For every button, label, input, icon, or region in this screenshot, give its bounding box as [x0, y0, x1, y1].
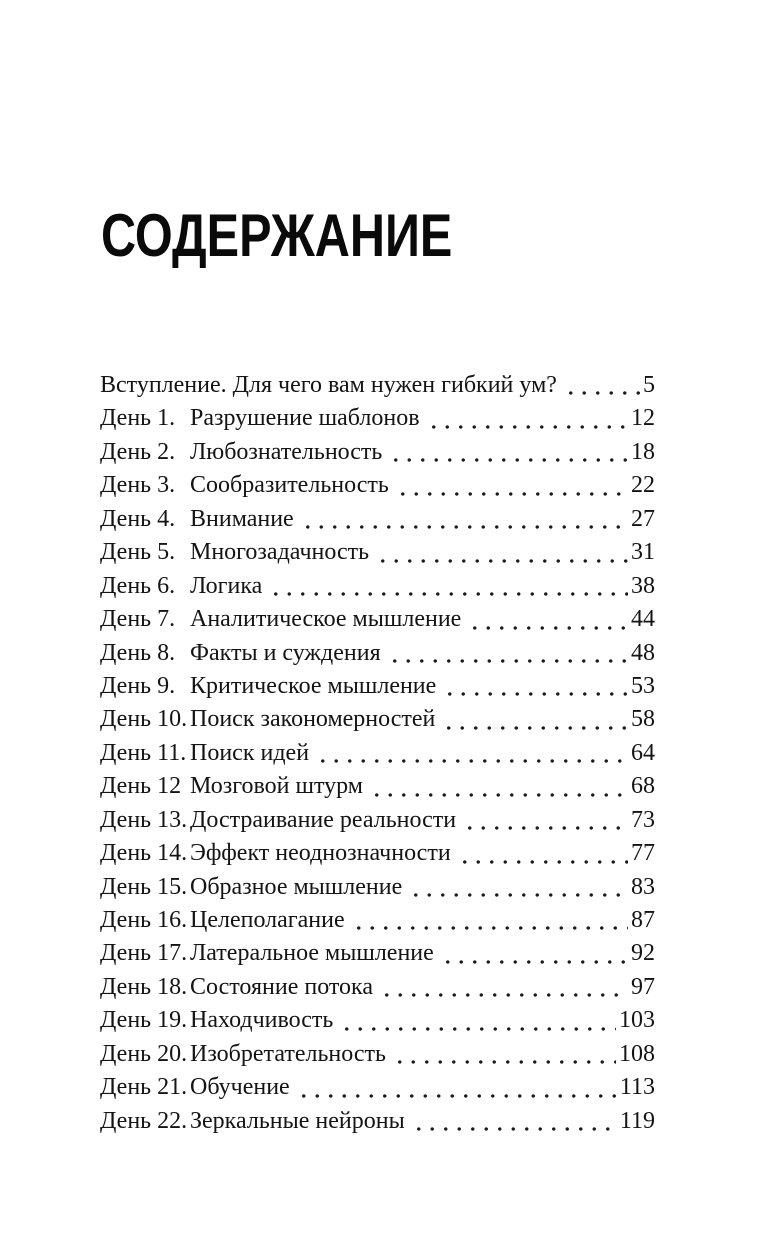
toc-entry-label: День 3. — [100, 472, 176, 499]
toc-entry-label: День 21. — [100, 1074, 188, 1101]
toc-entry-label: День 13. — [100, 806, 188, 833]
toc-entry — [100, 1038, 655, 1071]
toc-entry-page-number: 108 — [619, 1040, 655, 1067]
toc-list — [100, 369, 655, 1138]
toc-entry-title: Состояние потока — [190, 973, 373, 1000]
toc-entry-page-number: 53 — [631, 672, 655, 699]
toc-entry-label: День 12 — [100, 773, 182, 800]
dot-leader — [376, 536, 628, 569]
toc-entry — [100, 770, 655, 803]
toc-entry-label: День 7. — [100, 606, 176, 633]
toc-entry-title: Вступление. Для чего вам нужен гибкий ум? — [100, 372, 557, 398]
toc-entry-page-number: 87 — [631, 907, 655, 933]
toc-entry-title: Достраивание реальности — [190, 806, 457, 833]
toc-entry-title: Целеполагание — [190, 907, 345, 933]
toc-entry-label: День 17. — [100, 940, 188, 967]
toc-entry-label: День 5. — [100, 539, 176, 566]
toc-entry-label: День 9. — [100, 672, 176, 699]
toc-entry-label: День 20. — [100, 1040, 188, 1067]
toc-entry — [100, 971, 655, 1004]
toc-entry — [100, 737, 655, 770]
toc-entry-title: Образное мышление — [190, 873, 403, 900]
toc-entry — [100, 536, 655, 569]
toc-entry-title: Эффект неоднозначности — [190, 840, 451, 867]
toc-entry — [100, 1105, 655, 1138]
toc-entry — [100, 804, 655, 837]
toc-entry-page-number: 119 — [619, 1107, 655, 1134]
toc-entry — [100, 436, 655, 469]
toc-entry-label: День 11. — [100, 739, 187, 766]
dot-leader — [352, 904, 628, 937]
toc-entry-label: День 22. — [100, 1107, 188, 1134]
toc-entry — [100, 503, 655, 536]
toc-entry-label: День 2. — [100, 438, 176, 465]
toc-entry — [100, 402, 655, 435]
dot-leader — [297, 1071, 617, 1104]
toc-entry-label: День 8. — [100, 639, 176, 666]
toc-entry-page-number: 97 — [631, 973, 655, 1000]
dot-leader — [301, 503, 628, 536]
toc-entry-title: Внимание — [190, 505, 294, 532]
toc-entry — [100, 904, 655, 937]
toc-entry-title: Сообразительность — [190, 472, 389, 499]
toc-entry-page-number: 5 — [643, 372, 655, 398]
toc-entry — [100, 603, 655, 636]
dot-leader — [380, 971, 628, 1004]
toc-entry-label: День 1. — [100, 405, 176, 432]
toc-entry-page-number: 92 — [631, 940, 655, 967]
dot-leader — [442, 703, 628, 736]
toc-entry — [100, 469, 655, 502]
toc-entry — [100, 670, 655, 703]
page-title: СОДЕРЖАНИЕ — [101, 202, 453, 270]
dot-leader — [458, 837, 628, 870]
toc-entry-title: Зеркальные нейроны — [190, 1107, 405, 1134]
dot-leader — [441, 937, 628, 970]
toc-entry-title: Любознательность — [190, 438, 383, 465]
toc-entry-title: Изобретательность — [190, 1040, 386, 1067]
dot-leader — [412, 1105, 617, 1138]
dot-leader — [564, 369, 640, 402]
toc-entry-page-number: 44 — [631, 606, 655, 633]
toc-entry-label: День 14. — [100, 840, 188, 867]
toc-entry-page-number: 27 — [631, 505, 655, 532]
toc-entry — [100, 637, 655, 670]
toc-entry — [100, 1004, 655, 1037]
toc-entry-title: Поиск идей — [190, 739, 310, 766]
dot-leader — [340, 1004, 616, 1037]
toc-entry-page-number: 113 — [619, 1074, 655, 1101]
toc-entry — [100, 570, 655, 603]
toc-entry-title: Латеральное мышление — [190, 940, 434, 967]
toc-entry-label: День 10. — [100, 706, 188, 733]
toc-entry-title: Факты и суждения — [190, 639, 381, 666]
dot-leader — [427, 402, 628, 435]
toc-entry-label: День 6. — [100, 572, 176, 599]
toc-entry-page-number: 83 — [631, 873, 655, 900]
dot-leader — [316, 737, 628, 770]
toc-entry — [100, 1071, 655, 1104]
dot-leader — [389, 436, 628, 469]
toc-entry-page-number: 68 — [631, 773, 655, 800]
toc-entry-page-number: 73 — [631, 806, 655, 833]
toc-entry-title: Разрушение шаблонов — [190, 405, 420, 432]
toc-entry-page-number: 64 — [631, 739, 655, 766]
toc-entry — [100, 871, 655, 904]
toc-entry-label: День 16. — [100, 907, 188, 933]
toc-entry-page-number: 58 — [631, 706, 655, 733]
toc-entry-page-number: 103 — [619, 1007, 655, 1034]
toc-entry-page-number: 18 — [631, 438, 655, 465]
toc-entry-page-number: 38 — [631, 572, 655, 599]
toc-entry-label: День 19. — [100, 1007, 188, 1034]
toc-entry-page-number: 22 — [631, 472, 655, 499]
toc-entry-page-number: 48 — [631, 639, 655, 666]
toc-entry — [100, 937, 655, 970]
toc-entry — [100, 369, 655, 402]
toc-entry-title: Мозговой штурм — [190, 773, 363, 800]
toc-entry — [100, 837, 655, 870]
toc-entry-label: День 15. — [100, 873, 188, 900]
dot-leader — [396, 469, 628, 502]
dot-leader — [393, 1038, 616, 1071]
toc-entry-title: Аналитическое мышление — [190, 606, 462, 633]
dot-leader — [463, 804, 628, 837]
toc-entry-title: Поиск закономерностей — [190, 706, 436, 733]
toc-entry-label: День 18. — [100, 973, 188, 1000]
toc-entry-page-number: 31 — [631, 539, 655, 566]
dot-leader — [468, 603, 628, 636]
toc-entry-page-number: 12 — [631, 405, 655, 432]
dot-leader — [409, 871, 628, 904]
dot-leader — [388, 637, 628, 670]
toc-entry-title: Находчивость — [190, 1007, 334, 1034]
toc-entry-title: Логика — [190, 572, 263, 599]
dot-leader — [370, 770, 628, 803]
dot-leader — [443, 670, 628, 703]
toc-entry-page-number: 77 — [631, 840, 655, 867]
toc-entry-title: Обучение — [190, 1074, 290, 1101]
toc-entry-title: Критическое мышление — [190, 672, 437, 699]
toc-entry-label: День 4. — [100, 505, 176, 532]
toc-entry-title: Многозадачность — [190, 539, 370, 566]
dot-leader — [269, 570, 628, 603]
toc-entry — [100, 703, 655, 736]
